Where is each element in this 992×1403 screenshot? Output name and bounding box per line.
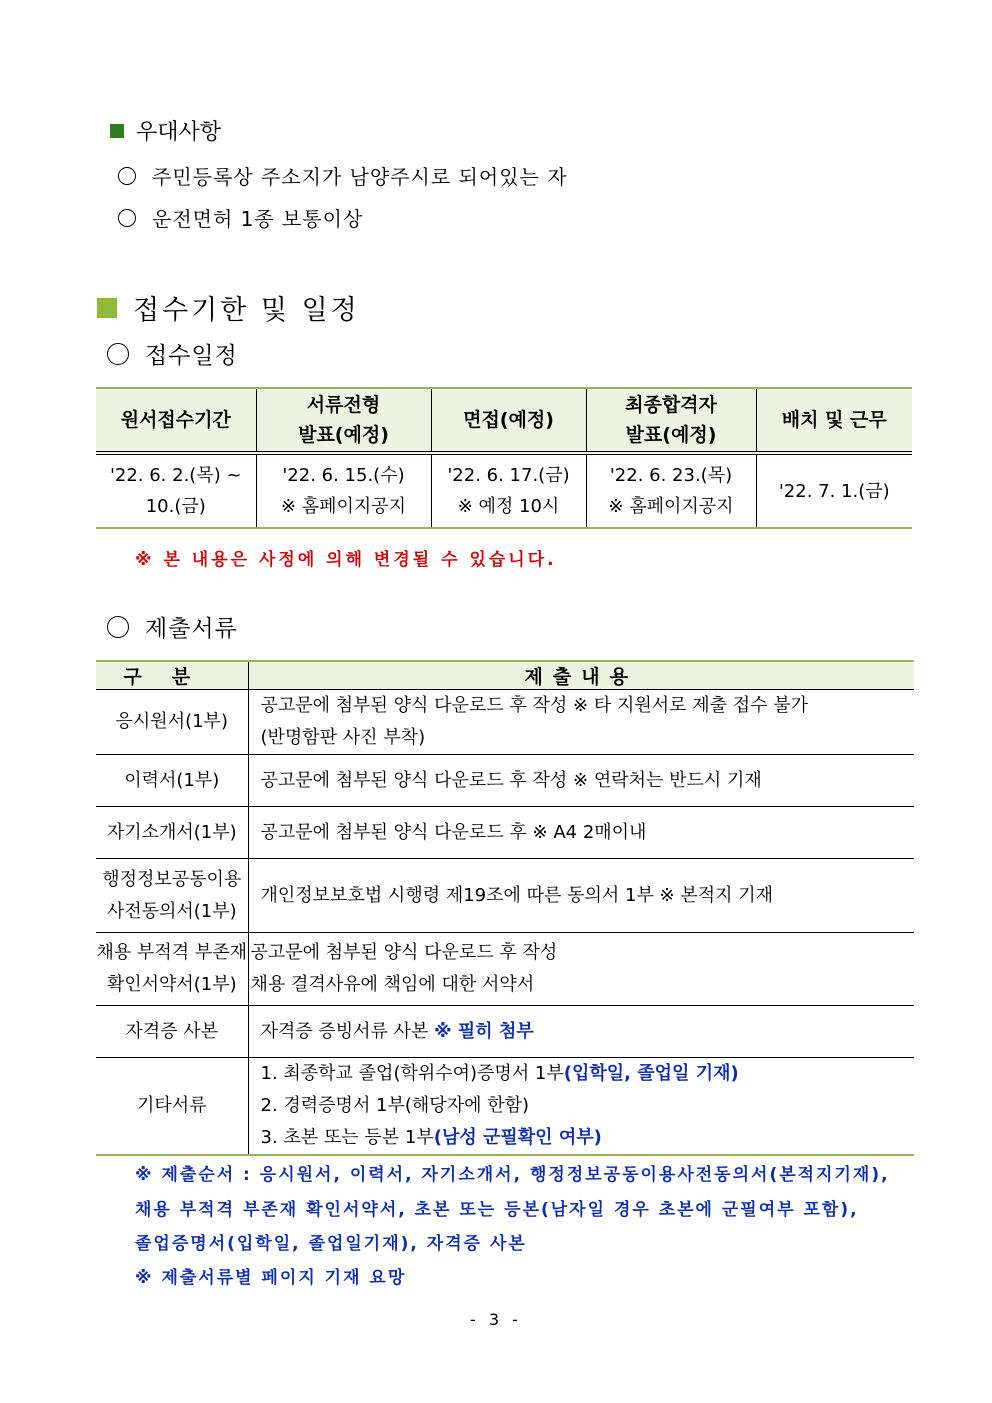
header-category: 구분	[96, 661, 248, 690]
header-placement: 배치 및 근무	[756, 388, 912, 453]
row-label: 채용 부적격 부존재 확인서약서(1부)	[96, 933, 248, 1006]
row-label: 기타서류	[96, 1058, 248, 1156]
schedule-row	[96, 453, 912, 528]
preference-heading	[110, 115, 221, 146]
table-row	[96, 1058, 914, 1156]
footnote-line-4: ※ 제출서류별 페이지 기재 요망	[135, 1268, 407, 1288]
page-number: - 3 -	[470, 1310, 522, 1329]
table-row	[96, 1006, 914, 1058]
row-content: 공고문에 첨부된 양식 다운로드 후 작성 ※ 타 지원서로 제출 접수 불가 (반명함판 사진 부착)	[248, 690, 914, 755]
table-row	[96, 690, 914, 755]
cell-interview: '22. 6. 17.(금) ※ 예정 10시	[431, 453, 586, 528]
documents-subheading	[107, 610, 238, 643]
footnote-line-1: ※ 제출순서 : 응시원서, 이력서, 자기소개서, 행정정보공동이용사전동의서(본적지기재),	[135, 1165, 890, 1185]
cell-application-period: '22. 6. 2.(목) ~ 10.(금)	[96, 453, 256, 528]
circle-bullet-icon	[118, 167, 136, 185]
schedule-heading	[97, 288, 360, 327]
row-content: 개인정보보호법 시행령 제19조에 따른 동의서 1부 ※ 본적지 기재	[248, 859, 914, 933]
footnote-line-2: 채용 부적격 부존재 확인서약서, 초본 또는 등본(남자일 경우 초본에 군필여부 포함),	[135, 1200, 859, 1220]
row-content: 공고문에 첨부된 양식 다운로드 후 ※ A4 2매이내	[248, 807, 914, 859]
table-row	[96, 859, 914, 933]
table-row	[96, 933, 914, 1006]
preference-item-1	[118, 161, 568, 190]
preference-item-2	[118, 203, 363, 232]
preference-item-text: 주민등록상 주소지가 남양주시로 되어있는 자	[152, 165, 568, 189]
circle-bullet-icon	[118, 209, 136, 227]
schedule-heading-text: 접수기한 및 일정	[133, 295, 360, 326]
row-label: 이력서(1부)	[96, 755, 248, 807]
header-document-result: 서류전형 발표(예정)	[256, 388, 431, 453]
preference-heading-text: 우대사항	[136, 120, 222, 145]
change-notice: ※ 본 내용은 사정에 의해 변경될 수 있습니다.	[135, 550, 557, 570]
cell-final-result: '22. 6. 23.(목) ※ 홈페이지공지	[586, 453, 756, 528]
row-label: 응시원서(1부)	[96, 690, 248, 755]
header-final-result: 최종합격자 발표(예정)	[586, 388, 756, 453]
preference-item-text: 운전면허 1종 보통이상	[152, 207, 364, 231]
header-application-period: 원서접수기간	[96, 388, 256, 453]
circle-bullet-icon	[107, 616, 129, 638]
row-label: 자격증 사본	[96, 1006, 248, 1058]
row-content: 1. 최종학교 졸업(학위수여)증명서 1부(입학일, 졸업일 기재) 2. 경력증명서 1부(해당자에 한함) 3. 초본 또는 등본 1부(남성 군필확인 여부)	[248, 1058, 914, 1156]
documents-table	[96, 660, 914, 1156]
row-content: 자격증 증빙서류 사본 ※ 필히 첨부	[248, 1006, 914, 1058]
table-row	[96, 807, 914, 859]
row-content: 공고문에 첨부된 양식 다운로드 후 작성 채용 결격사유에 책임에 대한 서약서	[248, 933, 914, 1006]
documents-header-row	[96, 661, 914, 690]
table-row	[96, 755, 914, 807]
documents-subheading-text: 제출서류	[145, 616, 238, 642]
square-bullet-icon	[110, 124, 124, 138]
header-interview: 면접(예정)	[431, 388, 586, 453]
cell-document-result: '22. 6. 15.(수) ※ 홈페이지공지	[256, 453, 431, 528]
schedule-subheading	[107, 337, 238, 370]
row-content: 공고문에 첨부된 양식 다운로드 후 작성 ※ 연락처는 반드시 기재	[248, 755, 914, 807]
row-label: 행정정보공동이용 사전동의서(1부)	[96, 859, 248, 933]
schedule-table	[96, 387, 912, 529]
circle-bullet-icon	[107, 343, 129, 365]
footnote-line-3: 졸업증명서(입학일, 졸업일기재), 자격증 사본	[135, 1234, 527, 1254]
header-content: 제출내용	[248, 661, 914, 690]
schedule-subheading-text: 접수일정	[145, 343, 238, 369]
row-label: 자기소개서(1부)	[96, 807, 248, 859]
schedule-header-row	[96, 388, 912, 453]
cell-placement: '22. 7. 1.(금)	[756, 453, 912, 528]
square-bullet-icon	[97, 298, 117, 318]
